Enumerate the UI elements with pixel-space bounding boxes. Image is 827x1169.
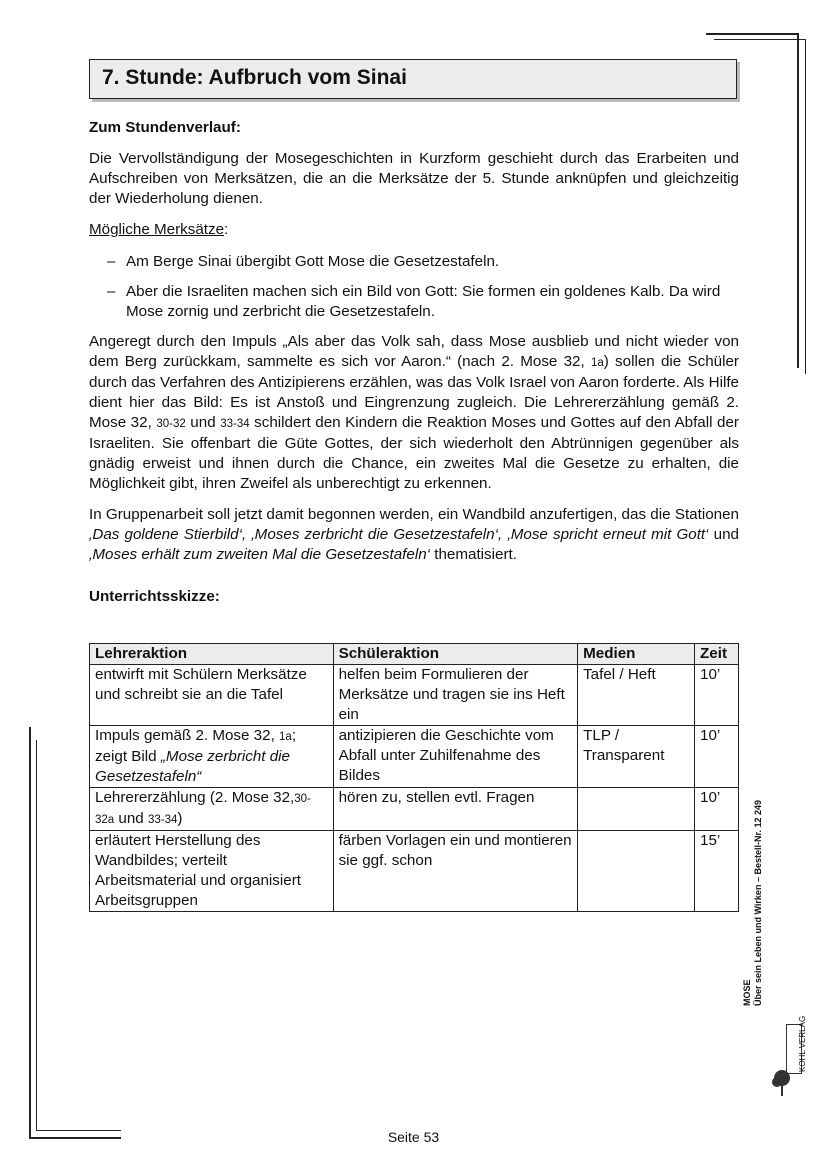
merksaetze-label-line [89, 220, 739, 240]
impulse-text-2: ) sollen die Schüler durch das Verfahren des Antizipierens erzählen, was das Volk Israel von Aaron forderte. Als Hilfe dient hier das Bild: Es ist Anstoß und Eingrenzung zugleich. Die Lehrererzählung gemäß 2. Mose 32, [89, 353, 739, 431]
verse-ref-33-34: 33-34 [220, 418, 250, 430]
cell-medien: TLP / Transparent [578, 726, 695, 788]
table-row [90, 788, 739, 831]
title-box [89, 59, 737, 99]
verse-ref-1a: 1a [590, 357, 604, 369]
frame-line-top-right-2 [714, 39, 806, 40]
section-heading-stundenverlauf: Zum Stundenverlauf: [89, 119, 241, 136]
side-imprint-title: MOSE [742, 979, 752, 1006]
cell-text: ; zeigt Bild [95, 727, 297, 765]
stations-text-2: ‚Moses erhält zum zweiten Mal die Gesetzestafeln‘ [89, 546, 431, 563]
impulse-text-3: und [185, 414, 221, 431]
cell-text: Lehrererzählung (2. Mose 32, [95, 789, 295, 806]
impulse-text-4: schildert den Kindern die Reaktion Moses und Gottes auf den Abfall der Israeliten. Sie offenbart die Güte Gottes, der sich wiederholt den Abtrünnigen gegenüber als gnädig erweist und ihnen durch die Chance, ein zweites Mal die Gesetze zu erhalten, die Möglichkeit gibt, ihren Zweifel als unberechtigt zu erkennen. [89, 414, 739, 492]
stations-text-1: ‚Das goldene Stierbild‘, ‚Moses zerbricht die Gesetzestafeln‘, ‚Mose spricht erneut mit Gott‘ [89, 526, 709, 543]
column-header-lehreraktion: Lehreraktion [90, 644, 334, 665]
cell-zeit: 15’ [695, 831, 739, 912]
list-item [89, 282, 739, 322]
group-text-3: thematisiert. [430, 546, 517, 563]
section-heading-unterrichtsskizze: Unterrichtsskizze: [89, 588, 220, 605]
cell-lehreraktion [90, 788, 334, 831]
page-number: Seite 53 [387, 1129, 440, 1145]
cell-schueleraktion: färben Vorlagen ein und montieren sie ggf. schon [333, 831, 578, 912]
dash-marker: – [107, 253, 116, 270]
list-item-text: Am Berge Sinai übergibt Gott Mose die Gesetzestafeln. [126, 253, 500, 270]
cell-medien [578, 788, 695, 831]
list-item [89, 252, 739, 272]
table-header-row [90, 644, 739, 665]
column-header-schueleraktion: Schüleraktion [333, 644, 578, 665]
merksaetze-colon: : [224, 221, 229, 238]
cell-text: ) [177, 810, 183, 827]
dash-marker: – [107, 283, 116, 300]
cell-schueleraktion: hören zu, stellen evtl. Fragen [333, 788, 578, 831]
cell-schueleraktion: helfen beim Formulieren der Merksätze und tragen sie ins Heft ein [333, 665, 578, 726]
cell-schueleraktion: antizipieren die Geschichte vom Abfall unter Zuhilfenahme des Bildes [333, 726, 578, 788]
main-content [89, 118, 739, 618]
verse-ref-30-32: 30-32 [156, 418, 186, 430]
verse-ref: 33-34 [147, 814, 178, 826]
tree-logo-icon [770, 1068, 794, 1098]
table-row [90, 726, 739, 788]
cell-zeit: 10’ [695, 665, 739, 726]
verse-ref: 1a [279, 731, 292, 743]
cell-text: und [114, 810, 148, 827]
frame-line-top-right [706, 33, 798, 35]
cell-zeit: 10’ [695, 726, 739, 788]
cell-zeit: 10’ [695, 788, 739, 831]
cell-lehreraktion [90, 726, 334, 788]
list-item-text: Aber die Israeliten machen sich ein Bild von Gott: Sie formen ein goldenes Kalb. Da wird Mose zornig und zerbricht die Gesetzestafeln. [126, 283, 721, 320]
frame-line-right-vertical [797, 33, 799, 368]
impulse-text-1: Angeregt durch den Impuls „Als aber das Volk sah, dass Mose ausblieb und nicht wieder von dem Berg zurückkam, sammelte es sich vor Aaron.“ (nach 2. Mose 32, [89, 333, 739, 370]
cell-italic-text: „Mose zerbricht die Gesetzestafeln“ [95, 748, 290, 785]
page-title: 7. Stunde: Aufbruch vom Sinai [102, 66, 407, 89]
group-text-2: und [708, 526, 740, 543]
table-row [90, 665, 739, 726]
frame-line-right-vertical-2 [805, 39, 806, 374]
verse-ref: 30-32a [95, 793, 311, 826]
side-imprint [742, 776, 764, 1006]
merksaetze-list [89, 252, 739, 322]
group-text-1: In Gruppenarbeit soll jetzt damit begonnen werden, ein Wandbild anzufertigen, das die Stationen [89, 506, 739, 523]
cell-lehreraktion: erläutert Herstellung des Wandbildes; verteilt Arbeitsmaterial und organisiert Arbeitsgruppen [90, 831, 334, 912]
cell-lehreraktion: entwirft mit Schülern Merksätze und schreibt sie an die Tafel [90, 665, 334, 726]
column-header-zeit: Zeit [695, 644, 739, 665]
frame-line-left-vertical [29, 727, 31, 1137]
lesson-plan-table [89, 643, 739, 912]
cell-medien [578, 831, 695, 912]
frame-line-left-vertical-2 [36, 740, 37, 1130]
publisher-logo: KOHL VERLAG [798, 1015, 807, 1072]
side-imprint-details: Über sein Leben und Wirken – Bestell-Nr. 12 249 [753, 800, 763, 1006]
table-row [90, 831, 739, 912]
cell-medien: Tafel / Heft [578, 665, 695, 726]
cell-text: Impuls gemäß 2. Mose 32, [95, 727, 280, 744]
intro-paragraph: Die Vervollständigung der Mosegeschichten in Kurzform geschieht durch das Erarbeiten und Aufschreiben von Merksätzen, die an die Merksätze der 5. Stunde anknüpfen und gleichzeitig der Wiederholung dienen. [89, 150, 739, 207]
group-work-paragraph [89, 505, 739, 565]
impulse-paragraph [89, 332, 739, 494]
column-header-medien: Medien [578, 644, 695, 665]
merksaetze-label: Mögliche Merksätze [89, 221, 225, 238]
